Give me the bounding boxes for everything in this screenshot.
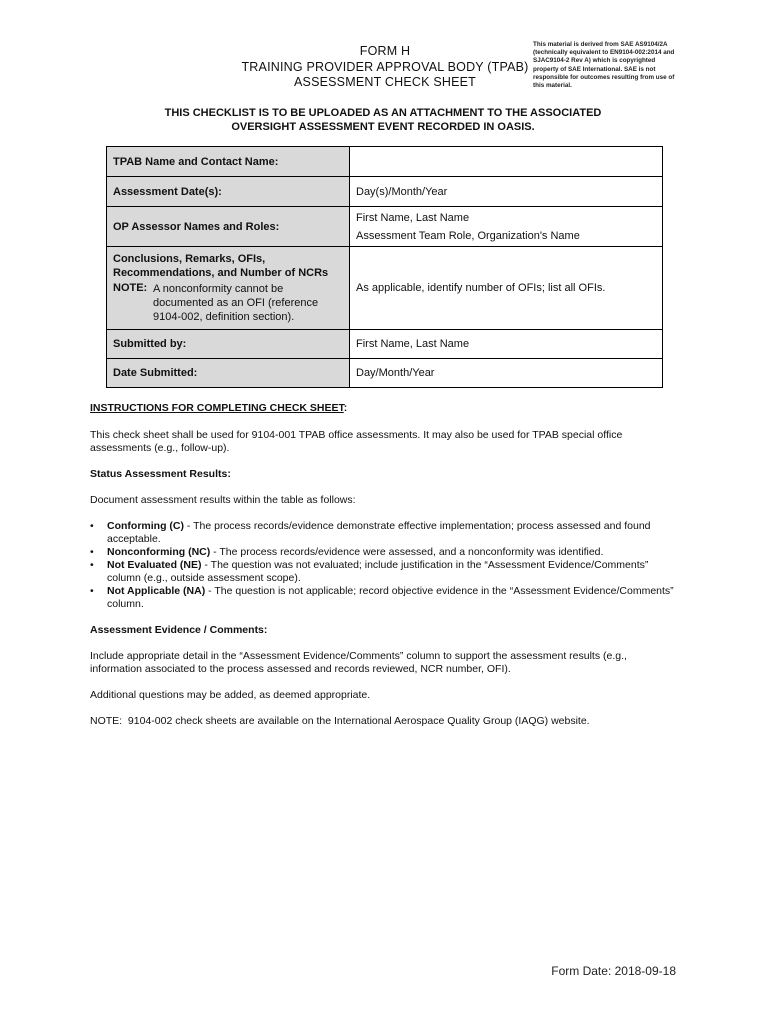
table-row (107, 207, 663, 247)
assessor-role-line: Assessment Team Role, Organization's Name (356, 229, 580, 242)
evidence-text: Include appropriate detail in the “Assessment Evidence/Comments” column to support the assessment results (e.g., information associated to the process assessed and records reviewed, NCR number, OFI). (90, 650, 627, 675)
table-row (107, 247, 663, 330)
instructions-heading-text: INSTRUCTIONS FOR COMPLETING CHECK SHEET (90, 402, 344, 414)
bullet-text: - The question was not evaluated; include justification in the “Assessment Evidence/Comments” column (e.g., outside assessment scope). (107, 559, 649, 584)
bullet-icon: • (90, 585, 94, 597)
assessor-names-label: OP Assessor Names and Roles: (107, 207, 350, 247)
form-title (220, 44, 550, 91)
submitted-by-value[interactable]: First Name, Last Name (350, 330, 663, 359)
conclusions-value[interactable]: As applicable, identify number of OFIs; list all OFIs. (350, 247, 663, 330)
assessment-dates-label: Assessment Date(s): (107, 177, 350, 207)
instructions-section (90, 402, 680, 728)
bullet-icon: • (90, 546, 94, 558)
instructions-intro: This check sheet shall be used for 9104-001 TPAB office assessments. It may also be used for TPAB special office assessments (e.g., follow-up). (90, 429, 623, 454)
tpab-name-label: TPAB Name and Contact Name: (107, 147, 350, 177)
iaqg-note: NOTE: 9104-002 check sheets are available on the International Aerospace Quality Group (IAQG) website. (90, 715, 590, 727)
additional-questions-text: Additional questions may be added, as deemed appropriate. (90, 689, 371, 701)
conclusions-label (107, 247, 350, 330)
assessment-dates-value[interactable]: Day(s)/Month/Year (350, 177, 663, 207)
list-item (90, 585, 680, 611)
list-item (90, 546, 680, 559)
date-submitted-label: Date Submitted: (107, 359, 350, 388)
bullet-term: Not Evaluated (NE) (107, 559, 202, 571)
status-heading: Status Assessment Results: (90, 468, 231, 480)
instructions-heading-colon: : (343, 402, 348, 414)
banner-line-2: OVERSIGHT ASSESSMENT EVENT RECORDED IN OASIS. (231, 121, 535, 133)
evidence-heading: Assessment Evidence / Comments: (90, 624, 268, 636)
bullet-icon: • (90, 559, 94, 571)
conclusions-note (113, 282, 343, 324)
title-line-1: TRAINING PROVIDER APPROVAL BODY (TPAB) (241, 59, 529, 74)
form-label: FORM H (359, 44, 411, 58)
list-item (90, 559, 680, 585)
bullet-term: Not Applicable (NA) (107, 585, 206, 597)
bullet-term: Conforming (C) (107, 520, 184, 532)
date-submitted-value[interactable]: Day/Month/Year (350, 359, 663, 388)
upload-banner (90, 106, 676, 134)
status-list (90, 520, 680, 611)
table-row (107, 359, 663, 388)
banner-line-1: THIS CHECKLIST IS TO BE UPLOADED AS AN ATTACHMENT TO THE ASSOCIATED (164, 107, 602, 119)
note-text: A nonconformity cannot be documented as an OFI (reference 9104-002, definition section). (153, 283, 319, 323)
form-date: Form Date: 2018-09-18 (551, 964, 676, 978)
instructions-heading (90, 402, 680, 415)
assessor-names-value[interactable] (350, 207, 663, 247)
tpab-name-value[interactable] (350, 147, 663, 177)
submitted-by-label: Submitted by: (107, 330, 350, 359)
assessor-name-line: First Name, Last Name (356, 211, 470, 224)
note-key: NOTE: (113, 282, 148, 294)
copyright-notice: This material is derived from SAE AS9104/2A (technically equivalent to EN9104-002:2014 and SJAC9104-2 Rev A) which is copyrighted property of SAE International. SAE is not responsible for outcomes resulting from use of this material. (533, 41, 675, 90)
conclusions-label-text: Conclusions, Remarks, OFIs, Recommendations, and Number of NCRs (113, 253, 329, 279)
list-item (90, 520, 680, 546)
table-row (107, 147, 663, 177)
bullet-text: - The question is not applicable; record objective evidence in the “Assessment Evidence/Comments” column. (107, 585, 674, 610)
title-line-2: ASSESSMENT CHECK SHEET (294, 75, 476, 89)
table-row (107, 330, 663, 359)
bullet-text: - The process records/evidence demonstrate effective implementation; process assessed and found acceptable. (107, 520, 651, 545)
bullet-icon: • (90, 520, 94, 532)
table-row (107, 177, 663, 207)
bullet-text: - The process records/evidence were assessed, and a nonconformity was identified. (210, 546, 604, 558)
bullet-term: Nonconforming (NC) (107, 546, 211, 558)
status-intro: Document assessment results within the table as follows: (90, 494, 356, 506)
assessment-info-table (106, 146, 663, 388)
